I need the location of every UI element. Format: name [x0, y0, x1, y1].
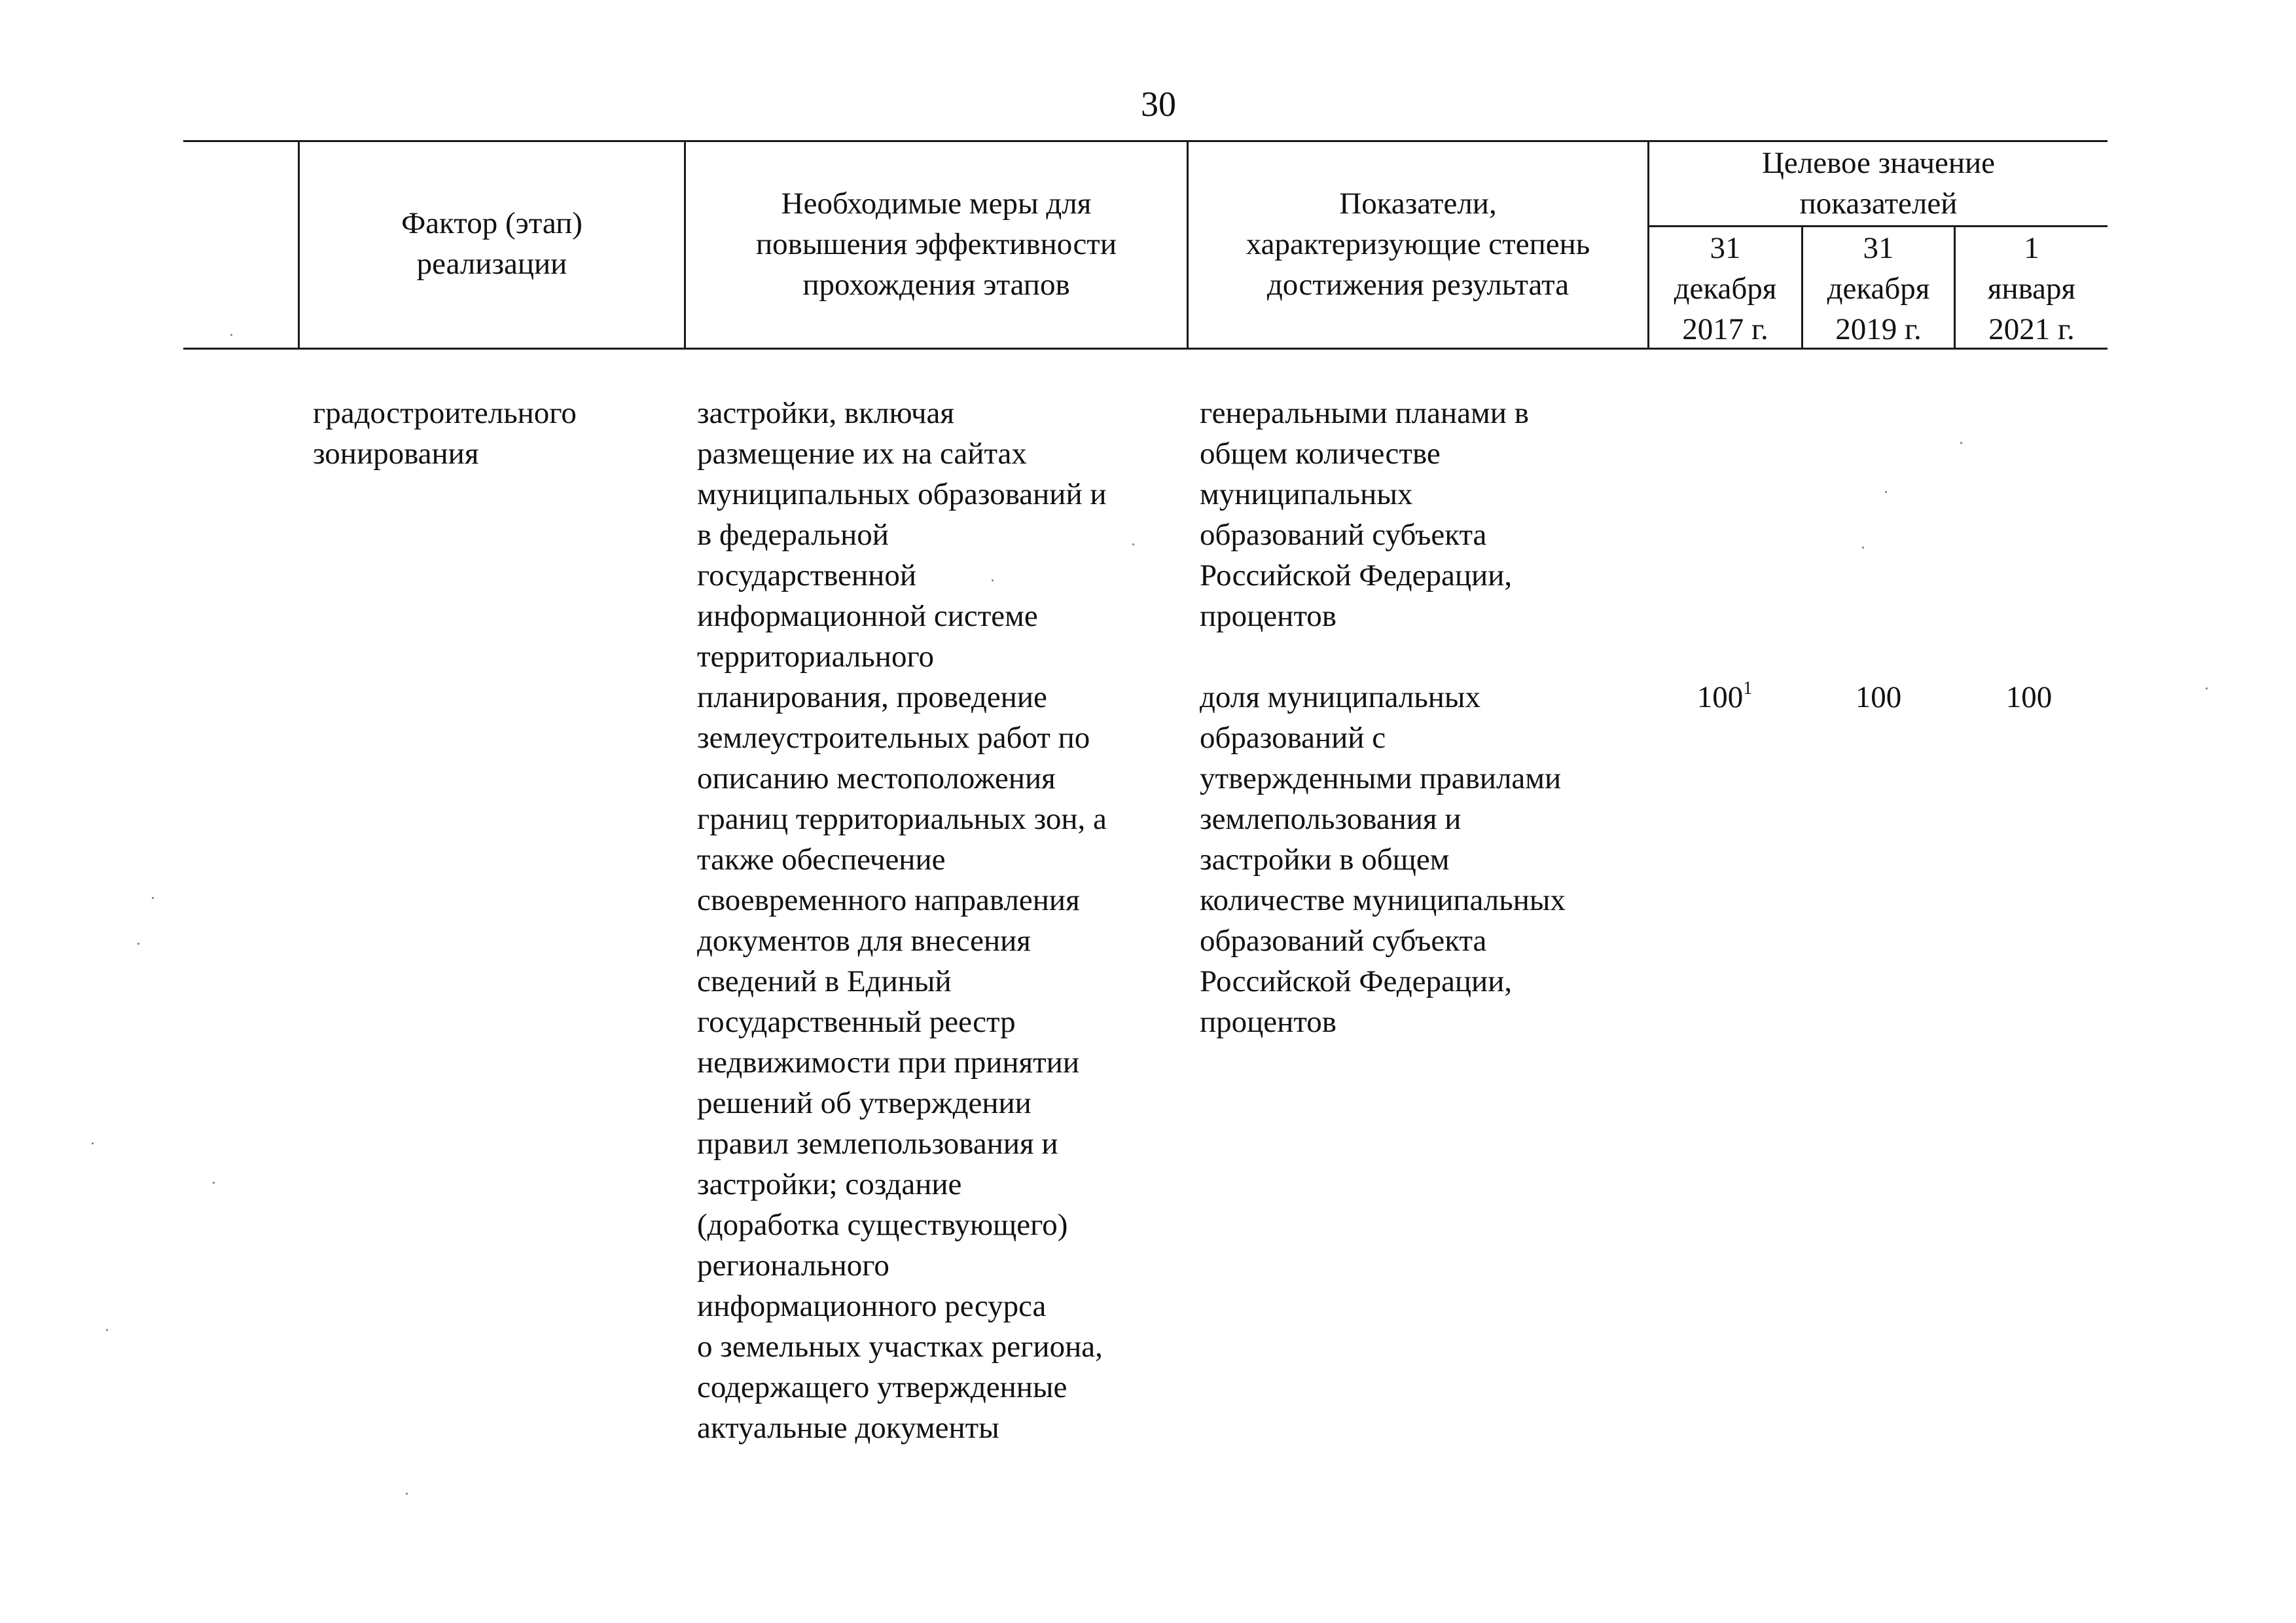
scan-speck: [213, 1182, 215, 1184]
scan-speck: [2206, 687, 2208, 689]
footnote-marker: 1: [1743, 678, 1753, 699]
table-top-border: [183, 140, 2108, 142]
scan-speck: [1862, 547, 1864, 549]
target-subheader-border: [1647, 225, 2108, 227]
factor-cell: градостроительного зонирования: [313, 396, 577, 471]
indicator-land-use-rules: доля муниципальных образований с утвержденными правилами землепользования и застройки в общем количестве муниципальных образований субъекта Российской Федерации, процентов: [1200, 680, 1566, 1039]
scan-speck: [230, 334, 232, 336]
header-factor: Фактор (этап) реализации: [401, 206, 583, 281]
value-2021: 100: [2005, 680, 2053, 714]
scan-speck: [992, 579, 994, 581]
scan-speck: [137, 943, 139, 945]
header-date-2021: 1 января 2021 г.: [1987, 231, 2076, 346]
scan-speck: [1885, 491, 1887, 493]
value-2019: 100: [1855, 680, 1902, 714]
scan-speck: [406, 1493, 408, 1495]
value-2017: $100^1$: [1696, 678, 1753, 714]
scan-speck: [106, 1329, 108, 1331]
measures-cell: застройки, включая размещение их на сайтах муниципальных образований и в федеральной государственной информационной системе территориального планирования, проведение землеустроительных работ по описанию местоположения границ территориальных зон, а также обеспечение своевременного направления документов для внесения сведений в Единый государственный реестр недвижимости при принятии решений об утверждении правил землепользования и застройки; создание (доработка существующего) регионального информационного ресурса о земельных участках региона, содержащего утвержденные актуальные документы: [697, 396, 1107, 1445]
scan-speck: [152, 897, 154, 899]
page-number: 30: [1141, 84, 1176, 124]
scan-speck: [1132, 543, 1134, 545]
header-indicators: Показатели, характеризующие степень достижения результата: [1246, 187, 1590, 302]
header-date-2017: 31 декабря 2017 г.: [1674, 231, 1777, 346]
scan-speck: [92, 1142, 94, 1144]
indicator-general-plans: генеральными планами в общем количестве муниципальных образований субъекта Российской Федерации, процентов: [1200, 396, 1529, 633]
header-target-values: Целевое значение показателей: [1761, 146, 1996, 221]
scan-speck: [1960, 442, 1962, 444]
header-measures: Необходимые меры для повышения эффективности прохождения этапов: [755, 187, 1117, 302]
header-date-2019: 31 декабря 2019 г.: [1827, 231, 1930, 346]
